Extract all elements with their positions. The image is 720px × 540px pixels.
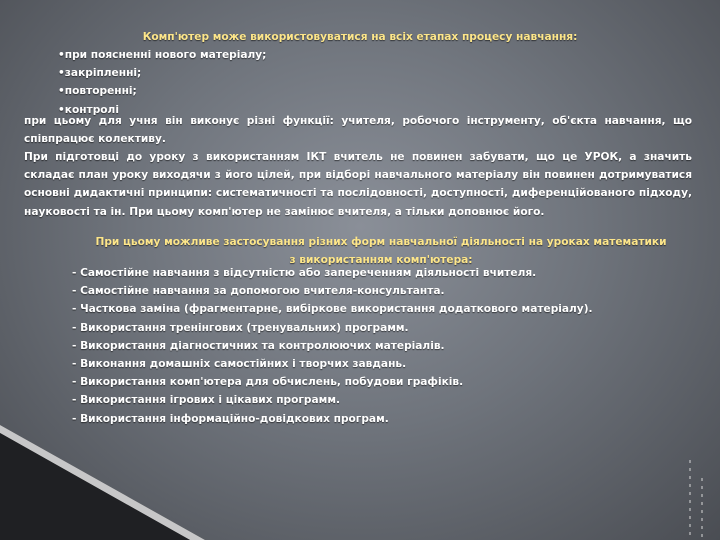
heading-2-line-2: з використанням комп'ютера: [289,254,473,267]
bullet-list [58,46,266,119]
heading-1: Комп'ютер може використовуватися на всіх етапах процесу навчання: [142,31,578,43]
list-item: - Самостійне навчання за допомогою вчителя-консультанта. [72,285,445,298]
list-item: - Використання тренінгових (тренувальних) программ. [72,321,409,334]
list-item: - Використання ігрових і цікавих программ. [72,394,341,407]
bullet-item: •закріпленні; [58,67,142,80]
list-item: - Часткова заміна (фрагментарне, вибіркове використання додаткового матеріалу). [72,303,593,316]
bullet-item: •при поясненні нового матеріалу; [58,49,267,61]
list-item: - Самостійне навчання з відсутністю або запереченням діяльності вчителя. [72,267,537,279]
paragraph-2: При підготовці до уроку з використанням ІКТ вчитель не повинен забувати, що це УРОК, а значить складає план уроку виходячи з його цілей, при відборі навчального матеріалу він повинен дотримуватися основні дидактичні принципи: систематичності та послідовності, доступності, диференційованого підходу, науковості та ін. При цьому комп'ютер не замінює вчителя, а тільки доповнює його. [24,151,692,218]
heading-2-line-1: При цьому можливе застосування різних форм навчальної діяльності на уроках математики [95,236,667,248]
bullet-item: •контролі [58,103,119,116]
list-item: - Використання діагностичних та контролюючих матеріалів. [72,339,445,352]
list-item: - Використання комп'ютера для обчислень, побудови графіків. [72,376,464,389]
paragraph-1: при цьому для учня він виконує різні функції: учителя, робочого інструменту, об'єкта навчання, що співпрацює колективу. [24,115,692,146]
list-item: - Виконання домашніх самостійних і творчих завдань. [72,358,407,371]
bullet-item: •повторенні; [58,85,137,98]
list-item: - Використання інформаційно-довідкових програм. [72,412,389,425]
forms-list [72,264,593,428]
